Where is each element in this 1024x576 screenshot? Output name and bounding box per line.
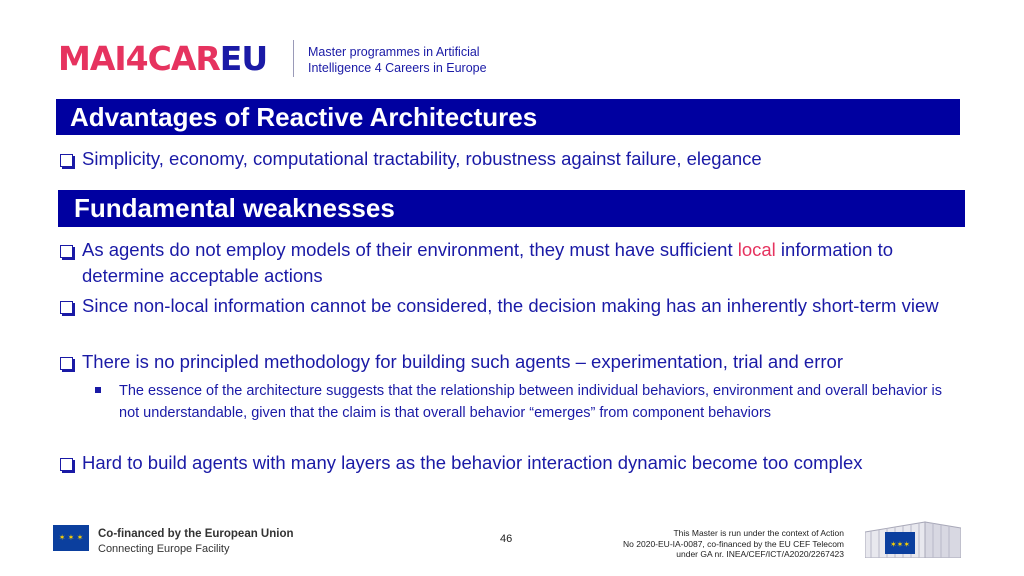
legal-line: This Master is run under the context of Action (673, 528, 844, 538)
square-bullet-icon (95, 387, 101, 393)
section-title-weaknesses: Fundamental weaknesses (58, 190, 965, 227)
cofinanced-label: Co-financed by the European Union (98, 528, 294, 540)
checkbox-bullet-icon (60, 245, 73, 258)
highlight-local: local (737, 239, 776, 260)
tagline-line2: Intelligence 4 Careers in Europe (308, 61, 487, 75)
legal-line: under GA nr. INEA/CEF/ICT/A2020/2267423 (676, 549, 844, 559)
checkbox-bullet-icon (60, 357, 73, 370)
logo (58, 40, 267, 78)
sub-bullet-text: The essence of the architecture suggests that the relationship between individual behaviors, environment and overall behavior is not understandable, given that the claim is that overall behavior “emerges” from component behaviors (119, 383, 942, 421)
commission-building-icon (865, 514, 961, 558)
checkbox-bullet-icon (60, 458, 73, 471)
page-number: 46 (500, 533, 513, 545)
bullet-text (82, 237, 962, 289)
checkbox-bullet-icon (60, 301, 73, 314)
bullet-text: Hard to build agents with many layers as the behavior interaction dynamic become too complex (82, 452, 863, 473)
cef-label: Connecting Europe Facility (98, 543, 230, 555)
legal-line: No 2020-EU-IA-0087, co-financed by the EU CEF Telecom (623, 538, 844, 549)
bullet-text-part: As agents do not employ models of their environment, they must have sufficient (82, 239, 738, 260)
svg-text:✶✶✶: ✶✶✶ (889, 540, 911, 549)
tagline (308, 44, 487, 76)
tagline-line1: Master programmes in Artificial (308, 45, 480, 59)
bullet-text: There is no principled methodology for building such agents – experimentation, trial and error (82, 351, 843, 372)
logo-part-mai4car: MAI4CAR (58, 39, 220, 78)
logo-part-eu: EU (219, 39, 268, 78)
bullet-text: Simplicity, economy, computational tractability, robustness against failure, elegance (82, 148, 762, 169)
legal-notice (590, 528, 844, 560)
bullet-text-part: information to determine acceptable actions (82, 239, 894, 286)
header-divider (293, 40, 294, 77)
checkbox-bullet-icon (60, 154, 73, 167)
section-title-advantages: Advantages of Reactive Architectures (56, 99, 960, 135)
bullet-text: Since non-local information cannot be considered, the decision making has an inherently short-term view (82, 295, 939, 316)
